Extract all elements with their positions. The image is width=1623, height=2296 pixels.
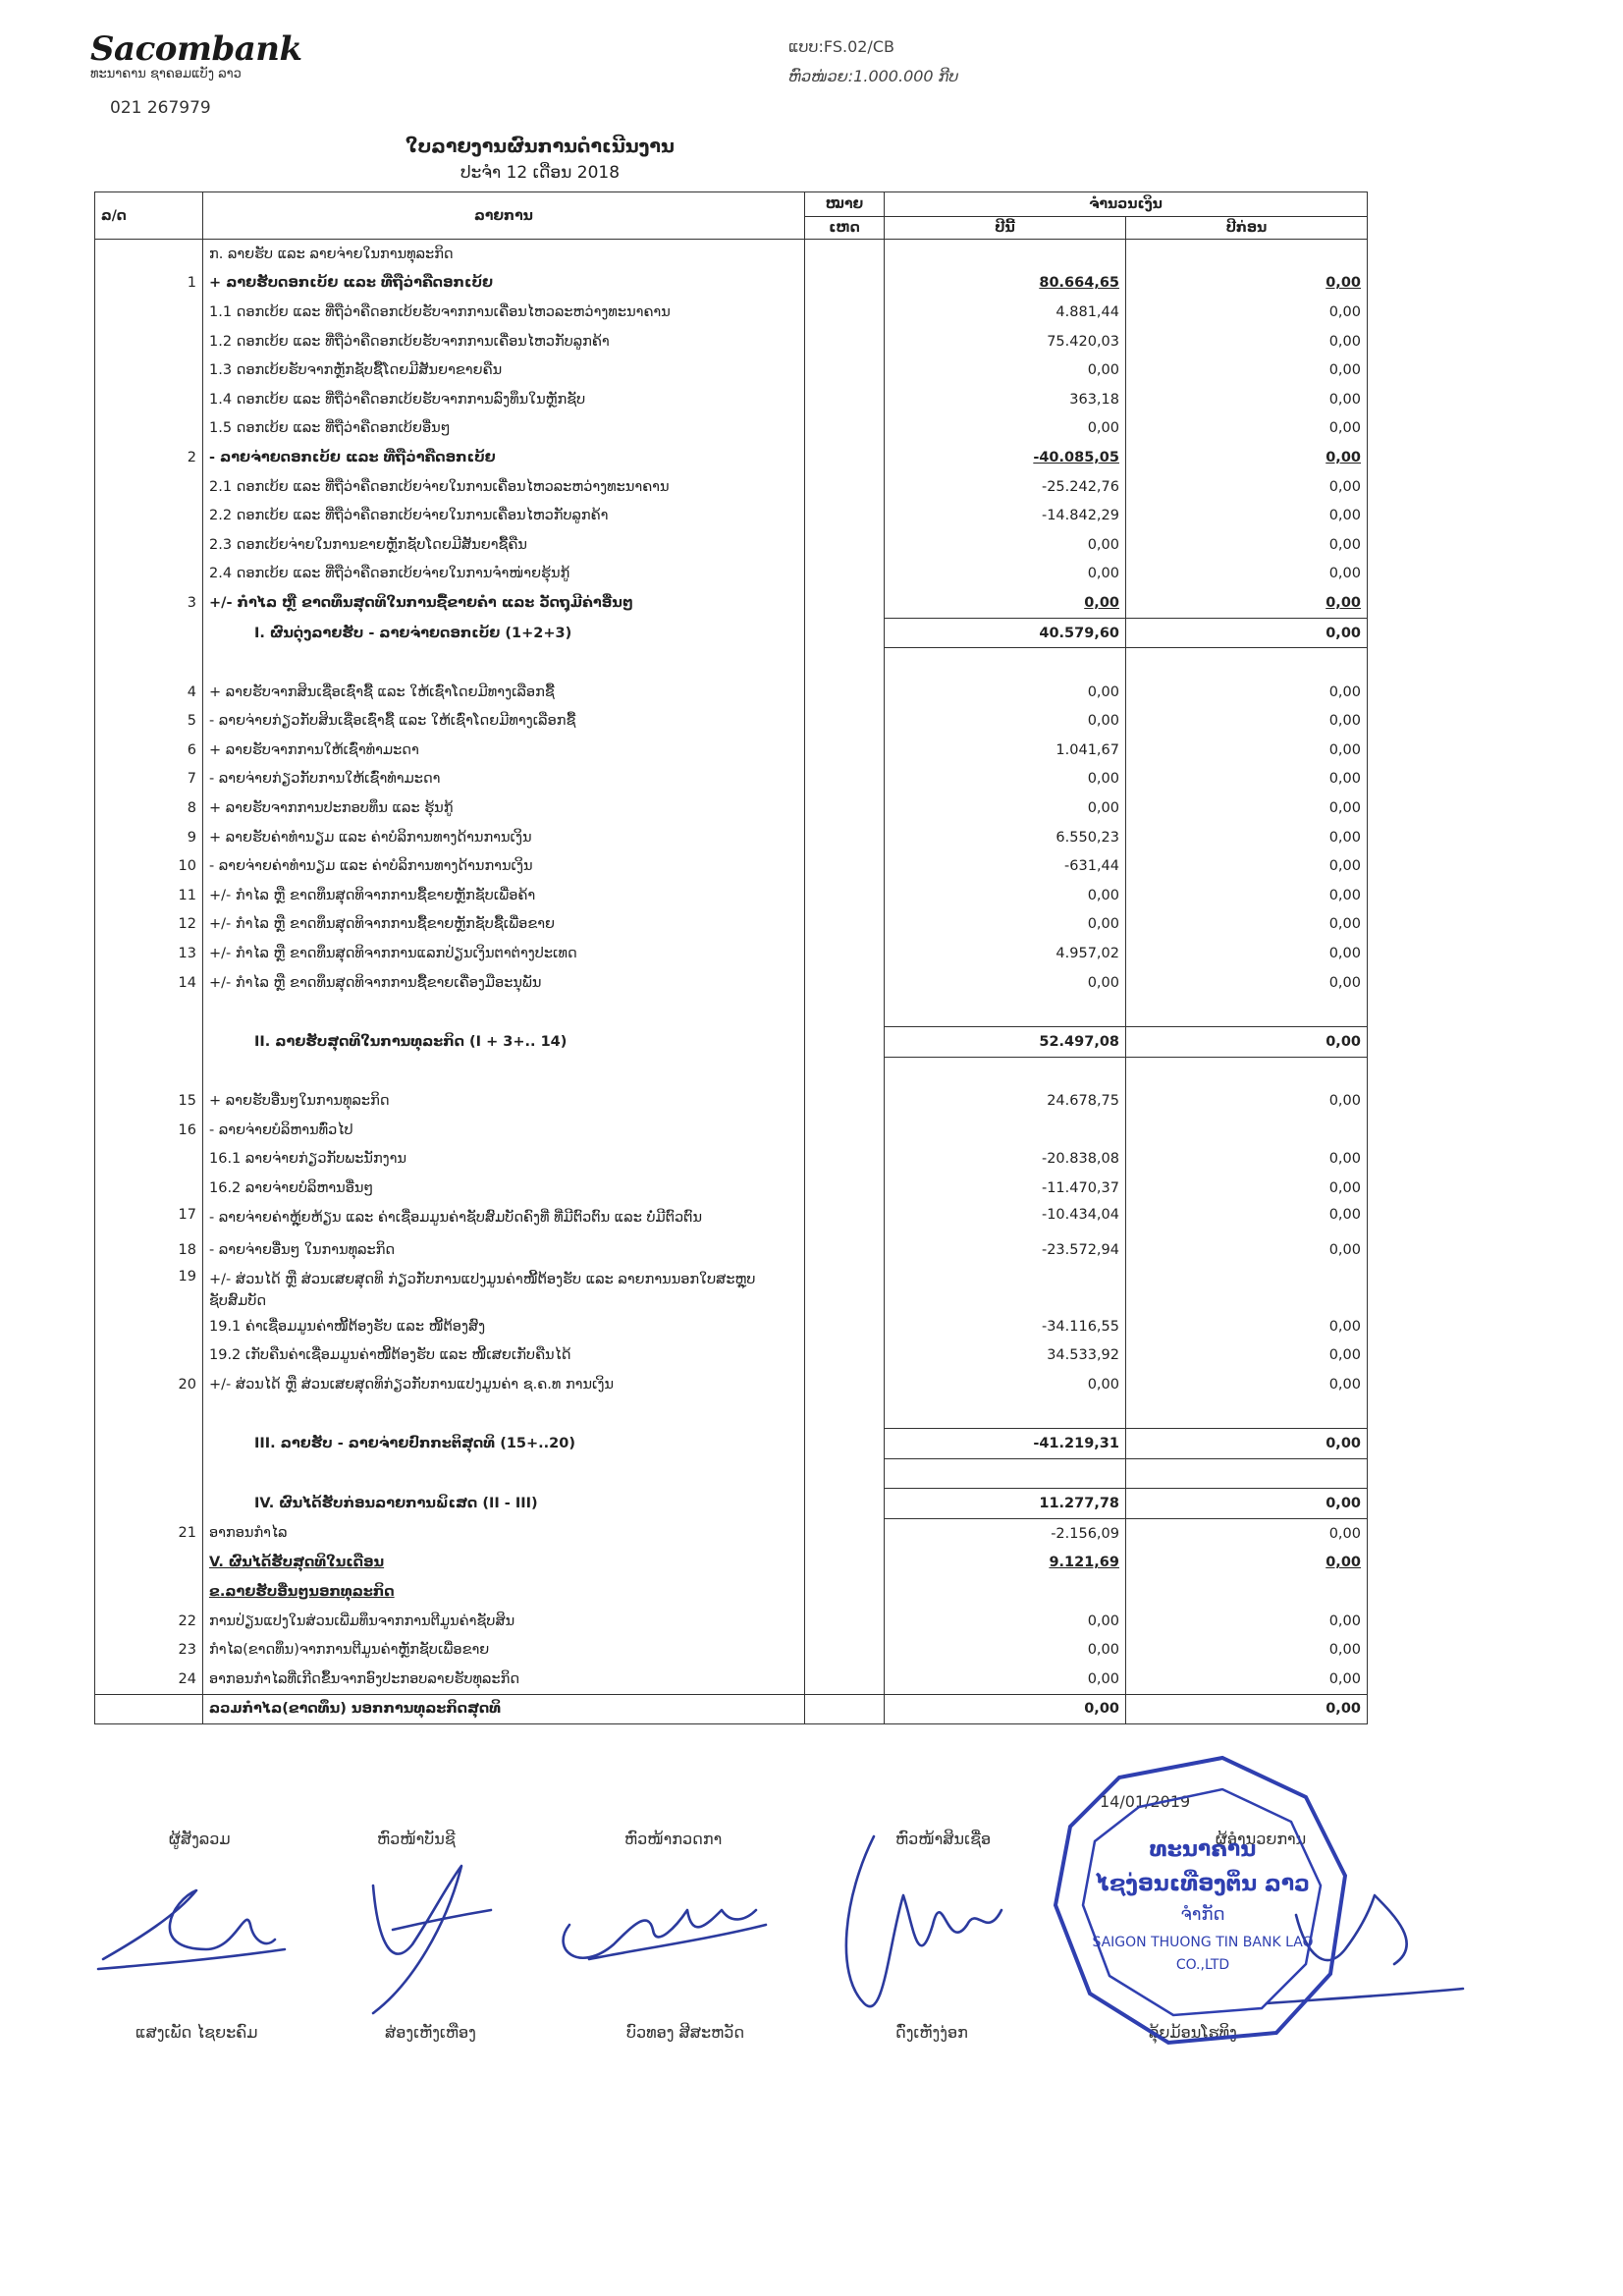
value-current-year: -14.842,29 <box>885 501 1126 530</box>
signatory-name: ສ່ອງເຫັງເຫືອງ <box>385 2023 476 2042</box>
value-previous-year: 0,00 <box>1126 1370 1368 1399</box>
row-number: 6 <box>95 736 203 765</box>
value-current-year: 4.957,02 <box>885 939 1126 968</box>
row-label: + ລາຍຮັບຈາກສິນເຊື່ອເຊົ່າຊື້ ແລະ ໃຫ້ເຊົ່າໂດຍມີທາງເລືອກຊື້ <box>203 678 805 707</box>
value-current-year: 0,00 <box>885 588 1126 618</box>
value-previous-year: 0,00 <box>1126 1174 1368 1203</box>
currency-unit: ຫົວໜ່ວຍ:1.000.000 ກີບ <box>788 67 958 85</box>
row-label: 2.4 ດອກເບ້ຍ ແລະ ທີ່ຖືວ່າຄືດອກເບ້ຍຈ່າຍໃນການຈຳໜ່າຍຮຸ້ນກູ້ <box>203 560 805 589</box>
row-number: 10 <box>95 851 203 881</box>
value-current-year: -631,44 <box>885 851 1126 881</box>
row-number: 8 <box>95 793 203 823</box>
value-previous-year: 0,00 <box>1126 765 1368 794</box>
row-number: 11 <box>95 881 203 910</box>
value-previous-year: 0,00 <box>1126 851 1368 881</box>
value-previous-year: 0,00 <box>1126 1340 1368 1370</box>
row-label: +/- ກຳໄລ ຫຼື ຂາດທຶນສຸດທິຈາກການຊື້ຂາຍຫຼັກຊັບຊື້ເພື່ອຂາຍ <box>203 910 805 940</box>
value-previous-year: 0,00 <box>1126 385 1368 414</box>
row-number: 22 <box>95 1607 203 1636</box>
row-label: 19.1 ຄ່າເຊື່ອມມູນຄ່າໜີ້ຕ້ອງຮັບ ແລະ ໜີ້ຕ້ອງສົງ <box>203 1312 805 1341</box>
value-previous-year: 0,00 <box>1126 1235 1368 1265</box>
value-previous-year: 0,00 <box>1126 443 1368 472</box>
row-number: 24 <box>95 1665 203 1694</box>
row-label: 1.1 ດອກເບ້ຍ ແລະ ທີ່ຖືວ່າຄືດອກເບ້ຍຮັບຈາກການເຄື່ອນໄຫວລະຫວ່າງທະນາຄານ <box>203 298 805 327</box>
signatory-role: ຜູ້ສັງລວມ <box>169 1830 231 1848</box>
value-previous-year: 0,00 <box>1126 1429 1368 1459</box>
row-number: 13 <box>95 939 203 968</box>
row-label: + ລາຍຮັບຈາກການປະກອບທຶນ ແລະ ຮຸ້ນກູ້ <box>203 793 805 823</box>
value-previous-year: 0,00 <box>1126 414 1368 444</box>
value-current-year: -2.156,09 <box>885 1518 1126 1548</box>
row-number: 4 <box>95 678 203 707</box>
value-previous-year: 0,00 <box>1126 1635 1368 1665</box>
row-label: +/- ກຳໄລ ຫຼື ຂາດທຶນສຸດທິຈາກການຊື້ຂາຍເຄື່ອງມືອະນຸພັນ <box>203 968 805 998</box>
value-previous-year: 0,00 <box>1126 793 1368 823</box>
value-previous-year: 0,00 <box>1126 618 1368 648</box>
col-header-item: ລາຍການ <box>203 192 805 240</box>
row-number: 7 <box>95 765 203 794</box>
row-number: 15 <box>95 1086 203 1116</box>
row-number: 20 <box>95 1370 203 1399</box>
stamp-text-line: ໄຊງ່ອນເທືອງຕິ່ນ ລາວ <box>1096 1872 1310 1896</box>
signatory-role: ຫົວໜ້າສິນເຊື່ອ <box>895 1830 992 1848</box>
value-current-year: 4.881,44 <box>885 298 1126 327</box>
row-number: 14 <box>95 968 203 998</box>
value-current-year: -10.434,04 <box>885 1203 1126 1236</box>
value-previous-year: 0,00 <box>1126 1086 1368 1116</box>
value-previous-year: 0,00 <box>1126 1312 1368 1341</box>
value-current-year: 363,18 <box>885 385 1126 414</box>
value-current-year: -34.116,55 <box>885 1312 1126 1341</box>
row-number: 12 <box>95 910 203 940</box>
signatory-name: ແສງເພັດ ໄຊຍະຄົມ <box>135 2023 258 2042</box>
col-header-note-bottom: ເຫດ <box>805 217 885 240</box>
value-previous-year: 0,00 <box>1126 736 1368 765</box>
value-current-year: 0,00 <box>885 1665 1126 1694</box>
row-label: V. ຜົນໄດ້ຮັບສຸດທິໃນເດືອນ <box>203 1549 805 1578</box>
value-current-year: 0,00 <box>885 560 1126 589</box>
row-label: 1.3 ດອກເບ້ຍຮັບຈາກຫຼັກຊັບຊື້ໂດຍມີສັນຍາຂາຍຄືນ <box>203 355 805 385</box>
value-current-year: -25.242,76 <box>885 472 1126 502</box>
row-label: 2.3 ດອກເບ້ຍຈ່າຍໃນການຂາຍຫຼັກຊັບໂດຍມີສັນຍາຊື້ຄືນ <box>203 530 805 560</box>
row-number: 9 <box>95 823 203 852</box>
row-label: ການປ່ຽນແປງໃນສ່ວນເພີ່ມທຶນຈາກການຕີມູນຄ່າຊັບສິນ <box>203 1607 805 1636</box>
row-label: - ລາຍຈ່າຍຄ່າຫຼຸ້ຍຫ້ຽນ ແລະ ຄ່າເຊື່ອມມູນຄ່າຊັບສົມບັດຄົງທີ່ ທີ່ມີຕົວຕົນ ແລະ ບໍ່ມີຕົວຕົນ <box>203 1203 805 1236</box>
row-label: - ລາຍຈ່າຍກ່ຽວກັບການໃຫ້ເຊົ່າທຳມະດາ <box>203 765 805 794</box>
row-label: - ລາຍຈ່າຍດອກເບ້ຍ ແລະ ທີ່ຖືວ່າຄືດອກເບ້ຍ <box>203 443 805 472</box>
report-date: 14/01/2019 <box>1100 1792 1191 1811</box>
value-previous-year: 0,00 <box>1126 939 1368 968</box>
row-label: - ລາຍຈ່າຍຄ່າທຳນຽມ ແລະ ຄ່າບໍລິການທາງດ້ານການເງິນ <box>203 851 805 881</box>
value-current-year: -41.219,31 <box>885 1429 1126 1459</box>
value-current-year: 0,00 <box>885 1607 1126 1636</box>
value-previous-year: 0,00 <box>1126 269 1368 299</box>
row-label: ຂ.ລາຍຮັບອື່ນໆນອກທຸລະກິດ <box>203 1577 805 1607</box>
value-current-year: 6.550,23 <box>885 823 1126 852</box>
value-current-year: 80.664,65 <box>885 269 1126 299</box>
row-number: 2 <box>95 443 203 472</box>
stamp-text-line: CO.,LTD <box>1175 1957 1230 1973</box>
row-number: 5 <box>95 707 203 737</box>
value-current-year: 1.041,67 <box>885 736 1126 765</box>
row-label: ລວມກຳໄລ(ຂາດທຶນ) ນອກການທຸລະກິດສຸດທິ <box>203 1694 805 1724</box>
col-header-amount: ຈຳນວນເງິນ <box>885 192 1368 217</box>
row-label: 16.2 ລາຍຈ່າຍບໍລິຫານອື່ນໆ <box>203 1174 805 1203</box>
value-current-year: 0,00 <box>885 355 1126 385</box>
value-previous-year: 0,00 <box>1126 1607 1368 1636</box>
value-current-year: 24.678,75 <box>885 1086 1126 1116</box>
row-label: ອາກອນກຳໄລທີ່ເກີດຂຶ້ນຈາກອົງປະກອບລາຍຮັບທຸລະກິດ <box>203 1665 805 1694</box>
value-current-year: 0,00 <box>885 968 1126 998</box>
signatory-name: ບົວທອງ ສີສະຫວັດ <box>626 2023 745 2042</box>
value-current-year: -11.470,37 <box>885 1174 1126 1203</box>
value-previous-year: 0,00 <box>1126 1144 1368 1174</box>
value-previous-year: 0,00 <box>1126 1203 1368 1236</box>
signature-4 <box>846 1836 1001 2006</box>
value-current-year: 75.420,03 <box>885 327 1126 356</box>
col-header-current: ປີນີ້ <box>885 217 1126 240</box>
value-previous-year: 0,00 <box>1126 588 1368 618</box>
form-code: ແບບ:FS.02/CB <box>788 37 894 56</box>
row-label: 2.2 ດອກເບ້ຍ ແລະ ທີ່ຖືວ່າຄືດອກເບ້ຍຈ່າຍໃນການເຄື່ອນໄຫວກັບລູກຄ້າ <box>203 501 805 530</box>
row-label: +/- ສ່ວນໄດ້ ຫຼື ສ່ວນເສຍສຸດທິ ກ່ຽວກັບການແປງມູນຄ່າໜີ້ຕ້ອງຮັບ ແລະ ລາຍການນອກໃບສະຫຼຸບຊັບສົມບັດ <box>203 1265 805 1312</box>
brand-name: Sacombank <box>90 29 302 69</box>
signature-3 <box>564 1910 766 1959</box>
value-previous-year: 0,00 <box>1126 355 1368 385</box>
value-previous-year: 0,00 <box>1126 530 1368 560</box>
value-current-year: 0,00 <box>885 765 1126 794</box>
row-label: ກຳໄລ(ຂາດທຶນ)ຈາກການຕີມູນຄ່າຫຼັກຊັບເພື່ອຂາຍ <box>203 1635 805 1665</box>
row-label: +/- ກຳໄລ ຫຼື ຂາດທຶນສຸດທິໃນການຊື້ຂາຍຄຳ ແລະ ວັດຖຸມີຄ່າອື່ນໆ <box>203 588 805 618</box>
value-current-year: 0,00 <box>885 1694 1126 1724</box>
row-number: 17 <box>95 1203 203 1236</box>
value-current-year: 11.277,78 <box>885 1489 1126 1519</box>
row-number: 19 <box>95 1265 203 1312</box>
row-label: IV. ຜົນໄດ້ຮັບກ່ອນລາຍການພິເສດ (II - III) <box>203 1489 805 1519</box>
row-label: - ລາຍຈ່າຍບໍລິຫານທົ່ວໄປ <box>203 1116 805 1145</box>
value-previous-year: 0,00 <box>1126 823 1368 852</box>
value-previous-year: 0,00 <box>1126 1489 1368 1519</box>
document-period: ປະຈຳ 12 ເດືອນ 2018 <box>460 163 621 183</box>
value-current-year: 52.497,08 <box>885 1027 1126 1058</box>
stamp-text-line: SAIGON THUONG TIN BANK LAO <box>1092 1935 1314 1950</box>
value-current-year: 0,00 <box>885 414 1126 444</box>
document-title: ໃບລາຍງານຜົນການດຳເນີນງານ <box>406 136 675 157</box>
row-label: + ລາຍຮັບຄ່າທຳນຽມ ແລະ ຄ່າບໍລິການທາງດ້ານການເງິນ <box>203 823 805 852</box>
value-current-year: 34.533,92 <box>885 1340 1126 1370</box>
value-previous-year: 0,00 <box>1126 560 1368 589</box>
value-current-year: 0,00 <box>885 1635 1126 1665</box>
value-current-year: -23.572,94 <box>885 1235 1126 1265</box>
row-label: +/- ກຳໄລ ຫຼື ຂາດທຶນສຸດທິຈາກການຊື້ຂາຍຫຼັກຊັບເພື່ອຄ້າ <box>203 881 805 910</box>
value-current-year: -40.085,05 <box>885 443 1126 472</box>
row-label: 1.5 ດອກເບ້ຍ ແລະ ທີ່ຖືວ່າຄືດອກເບ້ຍອື່ນໆ <box>203 414 805 444</box>
col-header-note-top: ໝາຍ <box>805 192 885 217</box>
row-label: - ລາຍຈ່າຍກ່ຽວກັບສິນເຊື່ອເຊົ່າຊື້ ແລະ ໃຫ້ເຊົ່າໂດຍມີທາງເລືອກຊື້ <box>203 707 805 737</box>
value-previous-year: 0,00 <box>1126 910 1368 940</box>
signatory-name: ດົ່ງເຫັງງ່ອກ <box>895 2023 968 2042</box>
row-label: I. ຜົນດຸ່ງລາຍຮັບ - ລາຍຈ່າຍດອກເບ້ຍ (1+2+3) <box>203 618 805 648</box>
row-label: II. ລາຍຮັບສຸດທິໃນການທຸລະກິດ (I + 3+.. 14) <box>203 1027 805 1058</box>
signatory-name: ລຸ້ຍມ້ອນໂຮທິງ <box>1149 2023 1237 2042</box>
row-label: 1.4 ດອກເບ້ຍ ແລະ ທີ່ຖືວ່າຄືດອກເບ້ຍຮັບຈາກການລົງທຶນໃນຫຼັກຊັບ <box>203 385 805 414</box>
value-previous-year: 0,00 <box>1126 968 1368 998</box>
stamp-text-line: ທະນາຄານ <box>1149 1837 1257 1862</box>
value-previous-year: 0,00 <box>1126 472 1368 502</box>
row-number: 18 <box>95 1235 203 1265</box>
signature-1 <box>98 1890 285 1969</box>
value-previous-year: 0,00 <box>1126 707 1368 737</box>
col-header-previous: ປີກ່ອນ <box>1126 217 1368 240</box>
value-current-year: 0,00 <box>885 910 1126 940</box>
value-current-year: 0,00 <box>885 881 1126 910</box>
value-current-year: 0,00 <box>885 707 1126 737</box>
value-previous-year: 0,00 <box>1126 298 1368 327</box>
value-current-year: 0,00 <box>885 530 1126 560</box>
value-previous-year: 0,00 <box>1126 1518 1368 1548</box>
row-number: 23 <box>95 1635 203 1665</box>
row-number: 3 <box>95 588 203 618</box>
value-previous-year: 0,00 <box>1126 327 1368 356</box>
row-label: 16.1 ລາຍຈ່າຍກ່ຽວກັບພະນັກງານ <box>203 1144 805 1174</box>
col-header-no: ລ/ດ <box>95 192 203 240</box>
row-label: + ລາຍຮັບຈາກການໃຫ້ເຊົ່າທຳມະດາ <box>203 736 805 765</box>
row-label: - ລາຍຈ່າຍອື່ນໆ ໃນການທຸລະກິດ <box>203 1235 805 1265</box>
value-previous-year: 0,00 <box>1126 1694 1368 1724</box>
row-label: ອາກອນກຳໄລ <box>203 1518 805 1548</box>
row-number: 1 <box>95 269 203 299</box>
value-previous-year: 0,00 <box>1126 881 1368 910</box>
row-label: 1.2 ດອກເບ້ຍ ແລະ ທີ່ຖືວ່າຄືດອກເບ້ຍຮັບຈາກການເຄື່ອນໄຫວກັບລູກຄ້າ <box>203 327 805 356</box>
signatory-role: ຫົວໜ້າບັນຊີ <box>377 1830 456 1848</box>
value-current-year: 0,00 <box>885 1370 1126 1399</box>
row-label: +/- ກຳໄລ ຫຼື ຂາດທຶນສຸດທິຈາກການແລກປ່ຽນເງິນຕາຕ່າງປະເທດ <box>203 939 805 968</box>
signature-2 <box>373 1866 491 2013</box>
value-current-year: 0,00 <box>885 793 1126 823</box>
row-number: 16 <box>95 1116 203 1145</box>
value-previous-year: 0,00 <box>1126 678 1368 707</box>
row-number: 21 <box>95 1518 203 1548</box>
value-current-year: 40.579,60 <box>885 618 1126 648</box>
phone-number: 021 267979 <box>110 98 211 118</box>
value-current-year: 0,00 <box>885 678 1126 707</box>
row-label: + ລາຍຮັບດອກເບ້ຍ ແລະ ທີ່ຖືວ່າຄືດອກເບ້ຍ <box>203 269 805 299</box>
row-label: 2.1 ດອກເບ້ຍ ແລະ ທີ່ຖືວ່າຄືດອກເບ້ຍຈ່າຍໃນການເຄື່ອນໄຫວລະຫວ່າງທະນາຄານ <box>203 472 805 502</box>
row-label: +/- ສ່ວນໄດ້ ຫຼື ສ່ວນເສຍສຸດທິກ່ຽວກັບການແປງມູນຄ່າ ຊ.ຄ.ທ ການເງິນ <box>203 1370 805 1399</box>
brand-subtitle: ທະນາຄານ ຊາຄອມແບັງ ລາວ <box>90 67 242 82</box>
value-previous-year: 0,00 <box>1126 1665 1368 1694</box>
value-current-year: 9.121,69 <box>885 1549 1126 1578</box>
value-previous-year: 0,00 <box>1126 501 1368 530</box>
stamp-text-line: ຈຳກັດ <box>1180 1904 1225 1925</box>
value-previous-year: 0,00 <box>1126 1027 1368 1058</box>
value-previous-year: 0,00 <box>1126 1549 1368 1578</box>
signatory-role: ຜູ້ອຳນວຍການ <box>1216 1830 1307 1848</box>
row-label: 19.2 ເກັບຄືນຄ່າເຊື່ອມມູນຄ່າໜີ້ຕ້ອງຮັບ ແລະ ໜີ້ເສຍເກັບຄືນໄດ້ <box>203 1340 805 1370</box>
row-label: ກ. ລາຍຮັບ ແລະ ລາຍຈ່າຍໃນການທຸລະກິດ <box>203 240 805 269</box>
row-label: III. ລາຍຮັບ - ລາຍຈ່າຍປົກກະຕິສຸດທິ (15+..20) <box>203 1429 805 1459</box>
row-label: + ລາຍຮັບອື່ນໆໃນການທຸລະກິດ <box>203 1086 805 1116</box>
value-current-year: -20.838,08 <box>885 1144 1126 1174</box>
signatory-role: ຫົວໜ້າກວດກາ <box>624 1830 723 1848</box>
